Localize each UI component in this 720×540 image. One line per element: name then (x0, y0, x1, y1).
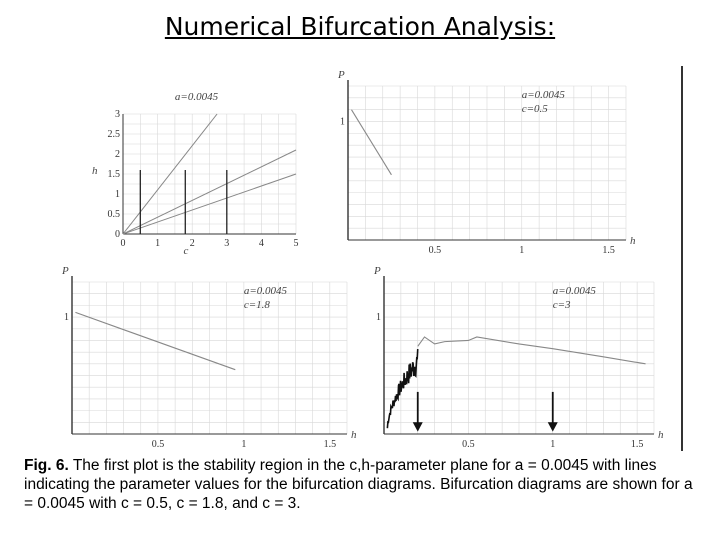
branch-curve (75, 312, 235, 369)
parameter-annotation: a=0.0045 (174, 91, 219, 103)
figure-label: Fig. 6. (24, 457, 69, 474)
x-tick-label: 1 (550, 439, 556, 450)
y-axis-label: P (62, 265, 69, 277)
arrow-head (413, 422, 423, 431)
figure-caption (24, 456, 704, 513)
x-tick-label: 0.5 (462, 439, 475, 450)
bifurcation-plot-c3 (364, 260, 680, 452)
annotation-a: a=0.0045 (243, 285, 288, 297)
x-tick-label: 3 (224, 238, 230, 249)
bifurcation-c3-svg (364, 260, 680, 452)
y-axis-label: P (374, 265, 381, 277)
branch-curve (418, 337, 646, 364)
x-tick-label: 1 (241, 439, 247, 450)
annotation-c: c=0.5 (521, 103, 548, 115)
x-tick-label: 1.5 (602, 245, 615, 256)
x-tick-label: 5 (293, 238, 299, 249)
stability-region-svg (86, 84, 310, 254)
x-tick-label: 0.5 (151, 439, 165, 450)
annotation-c: c=1.8 (243, 299, 270, 311)
y-tick-label: 2.5 (107, 129, 120, 140)
y-tick-label: 3 (115, 109, 120, 120)
caption-text: The first plot is the stability region in the c,h-parameter plane for a = 0.0045 with lines indicating the parameter values for the bifurcation diagrams. Bifurcation diagrams are shown for a = 0.0045 with c = 0.5, c = 1.8, and c = 3. (24, 457, 693, 512)
bifurcation-plot-c05 (330, 64, 675, 259)
bifurcation-c05-svg (330, 64, 675, 259)
x-tick-label: 1.5 (630, 439, 644, 450)
bifurcation-plot-c18 (54, 260, 364, 452)
x-tick-label: 1 (519, 245, 525, 256)
x-tick-label: 4 (258, 238, 264, 249)
y-tick-label: 1 (376, 312, 381, 324)
x-tick-label: 2 (189, 238, 195, 249)
x-tick-label: 0 (120, 238, 126, 249)
annotation-a: a=0.0045 (552, 285, 596, 297)
stability-region-plot (86, 84, 310, 254)
x-tick-label: 1 (155, 238, 161, 249)
y-tick-label: 0.5 (107, 209, 120, 220)
y-tick-label: 0 (115, 229, 120, 240)
y-tick-label: 1 (115, 189, 120, 200)
y-tick-label: 1.5 (107, 169, 120, 180)
annotation-c: c=3 (552, 299, 571, 311)
arrow-head (548, 422, 558, 431)
x-tick-label: 1.5 (323, 439, 337, 450)
x-axis-label: h (658, 429, 664, 441)
slide-title: Numerical Bifurcation Analysis: (164, 12, 556, 41)
right-border-line (681, 66, 683, 451)
branch-curve (351, 110, 391, 175)
y-tick-label: 1 (340, 116, 345, 128)
bifurcation-c18-svg (54, 260, 364, 452)
x-axis-label: c (183, 245, 189, 254)
x-axis-label: h (351, 429, 357, 441)
annotation-a: a=0.0045 (521, 89, 565, 101)
y-axis-label: P (338, 69, 345, 81)
y-axis-label: h (92, 165, 98, 177)
x-tick-label: 0.5 (428, 245, 442, 256)
chaotic-region-trace (387, 349, 417, 428)
x-axis-label: h (630, 235, 636, 247)
y-tick-label: 2 (115, 149, 120, 160)
y-tick-label: 1 (64, 312, 69, 324)
